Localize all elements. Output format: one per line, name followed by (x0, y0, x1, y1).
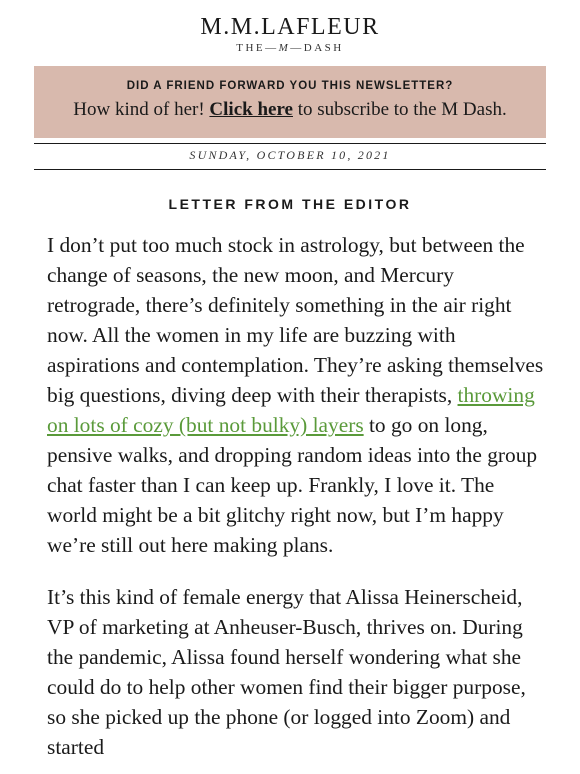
layers-link[interactable]: throwing on lots of cozy (but not bulky) layers (47, 383, 535, 437)
forward-banner (34, 66, 546, 138)
newsletter-name-prefix: THE— (236, 42, 279, 54)
newsletter-name-m: M (278, 42, 291, 54)
subscribe-link[interactable]: Click here (209, 99, 293, 120)
newsletter-name (0, 42, 580, 54)
divider-top (34, 143, 546, 144)
banner-text (34, 99, 546, 121)
article-body (47, 230, 547, 774)
section-title: LETTER FROM THE EDITOR (168, 196, 412, 212)
issue-date: SUNDAY, OCTOBER 10, 2021 (189, 148, 391, 162)
article-paragraph-1 (47, 230, 547, 560)
divider-bottom (34, 169, 546, 170)
newsletter-name-suffix: —DASH (290, 42, 344, 54)
banner-title: DID A FRIEND FORWARD YOU THIS NEWSLETTER? (126, 80, 454, 92)
article-paragraph-2: It’s this kind of female energy that Alissa Heinerscheid, VP of marketing at Anheuser-Busch, thrives on. During the pandemic, Alissa found herself wondering what she could do to help other women find their bigger purpose, so she picked up the phone (or logged into Zoom) and started (47, 585, 526, 759)
brand-header (0, 14, 580, 54)
banner-text-pre: How kind of her! (73, 99, 210, 120)
brand-logo[interactable]: M.M.LAFLEUR (200, 14, 380, 40)
paragraph-1-end: to go on long, pensive walks, and dropping random ideas into the group chat faster than I can keep up. Frankly, I love it. The world might be a bit glitchy right now, but I’m happy we’re still out here making plans. (47, 413, 538, 557)
paragraph-1-start: I don’t put too much stock in astrology, but between the change of seasons, the new moon, and Mercury retrograde, there’s definitely something in the air right now. All the women in my life are buzzing with aspirations and contemplation. They’re asking themselves big questions, diving deep with their therapists, (47, 233, 544, 407)
banner-text-post: to subscribe to the M Dash. (292, 99, 507, 120)
